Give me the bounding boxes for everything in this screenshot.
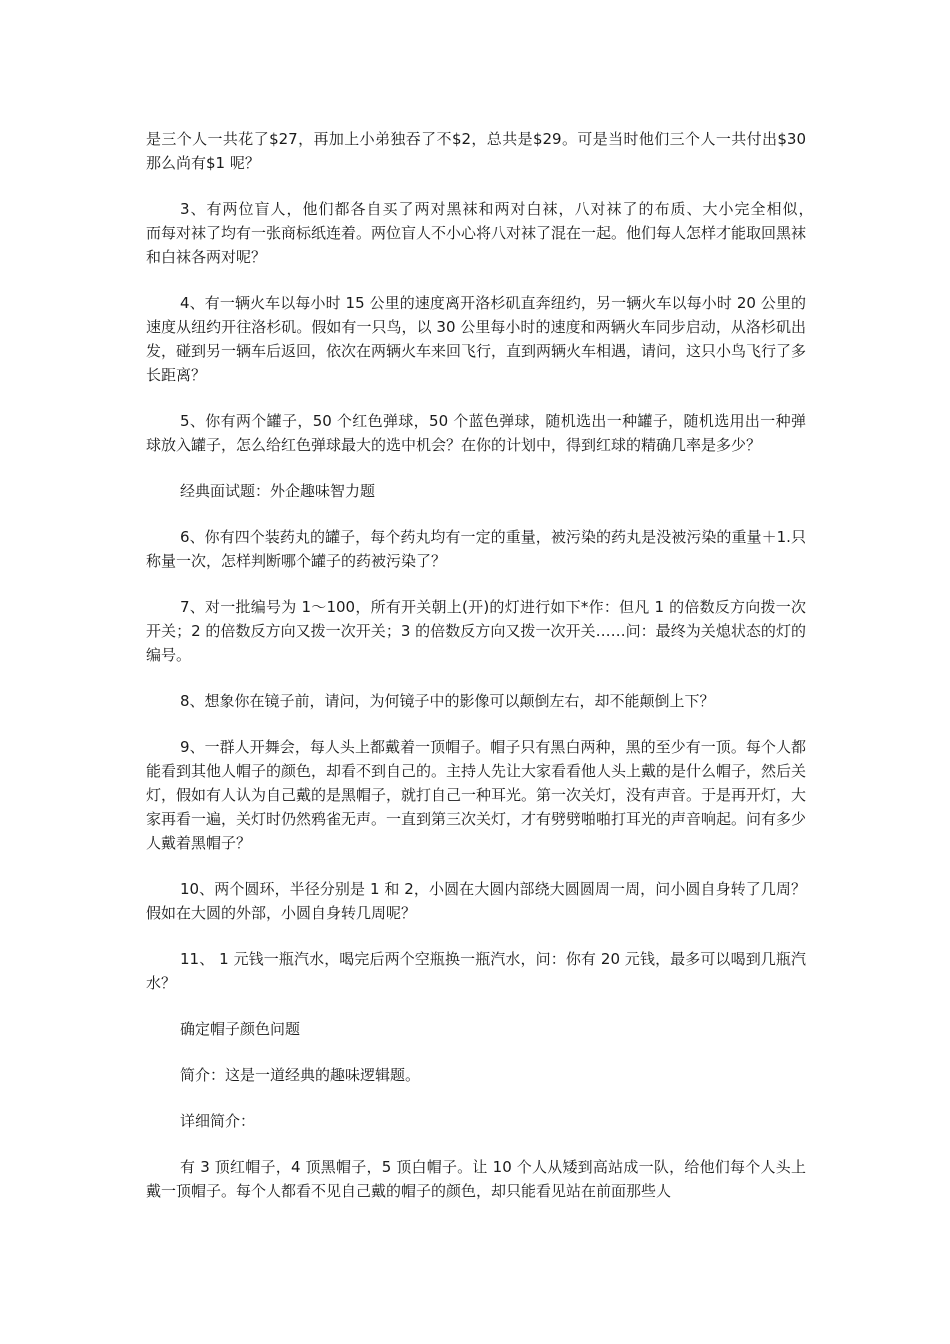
- question-11: 11、 1 元钱一瓶汽水，喝完后两个空瓶换一瓶汽水，问：你有 20 元钱，最多可以喝到几瓶汽水？: [146, 950, 806, 992]
- section-heading-hat: 确定帽子颜色问题: [180, 1020, 301, 1038]
- question-8: 8、想象你在镜子前，请问，为何镜子中的影像可以颠倒左右，却不能颠倒上下？: [180, 692, 715, 710]
- hat-problem-text: 有 3 顶红帽子，4 顶黑帽子，5 顶白帽子。让 10 个人从矮到高站成一队，给他们每个人头上戴一顶帽子。每个人都看不见自己戴的帽子的颜色，却只能看见站在前面那些人: [146, 1158, 806, 1200]
- question-7: 7、对一批编号为 1～100，所有开关朝上(开)的灯进行如下*作：但凡 1 的倍数反方向拨一次开关；2 的倍数反方向又拨一次开关；3 的倍数反方向又拨一次开关……问：最终为关熄状态的灯的编号。: [146, 598, 806, 664]
- question-6: 6、你有四个装药丸的罐子，每个药丸均有一定的重量，被污染的药丸是没被污染的重量＋1.只称量一次，怎样判断哪个罐子的药被污染了？: [146, 528, 806, 570]
- question-9: 9、一群人开舞会，每人头上都戴着一顶帽子。帽子只有黑白两种，黑的至少有一顶。每个人都能看到其他人帽子的颜色，却看不到自己的。主持人先让大家看看他人头上戴的是什么帽子，然后关灯，假如有人认为自己戴的是黑帽子，就打自己一种耳光。第一次关灯，没有声音。于是再开灯，大家再看一遍，关灯时仍然鸦雀无声。一直到第三次关灯，才有劈劈啪啪打耳光的声音响起。问有多少人戴着黑帽子？: [146, 738, 807, 852]
- question-10: 10、两个圆环，半径分别是 1 和 2，小圆在大圆内部绕大圆圆周一周，问小圆自身转了几周？假如在大圆的外部，小圆自身转几周呢？: [146, 880, 806, 922]
- section-heading-interview: 经典面试题：外企趣味智力题: [180, 482, 376, 500]
- detail-label: 详细简介：: [180, 1112, 256, 1130]
- question-4: 4、有一辆火车以每小时 15 公里的速度离开洛杉矶直奔纽约，另一辆火车以每小时 20 公里的速度从纽约开往洛杉矶。假如有一只鸟，以 30 公里每小时的速度和两辆火车同步启动，从洛杉矶出发，碰到另一辆车后返回，依次在两辆火车来回飞行，直到两辆火车相遇，请问，这只小鸟飞行了多长距离？: [146, 294, 807, 384]
- paragraph-continuation: 是三个人一共花了$27，再加上小弟独吞了不$2，总共是$29。可是当时他们三个人一共付出$30 那么尚有$1 呢？: [146, 130, 806, 172]
- intro-text: 简介：这是一道经典的趣味逻辑题。: [180, 1066, 421, 1084]
- document-page: [146, 127, 837, 1203]
- question-3: 3、有两位盲人，他们都各自买了两对黑袜和两对白袜，八对袜了的布质、大小完全相似， 而每对袜了均有一张商标纸连着。两位盲人不小心将八对袜了混在一起。他们每人怎样才能取回黑袜和白袜各两对呢？: [146, 200, 837, 266]
- question-5: 5、你有两个罐子，50 个红色弹球，50 个蓝色弹球，随机选出一种罐子，随机选用出一种弹球放入罐子，怎么给红色弹球最大的选中机会？在你的计划中，得到红球的精确几率是多少？: [146, 412, 806, 454]
